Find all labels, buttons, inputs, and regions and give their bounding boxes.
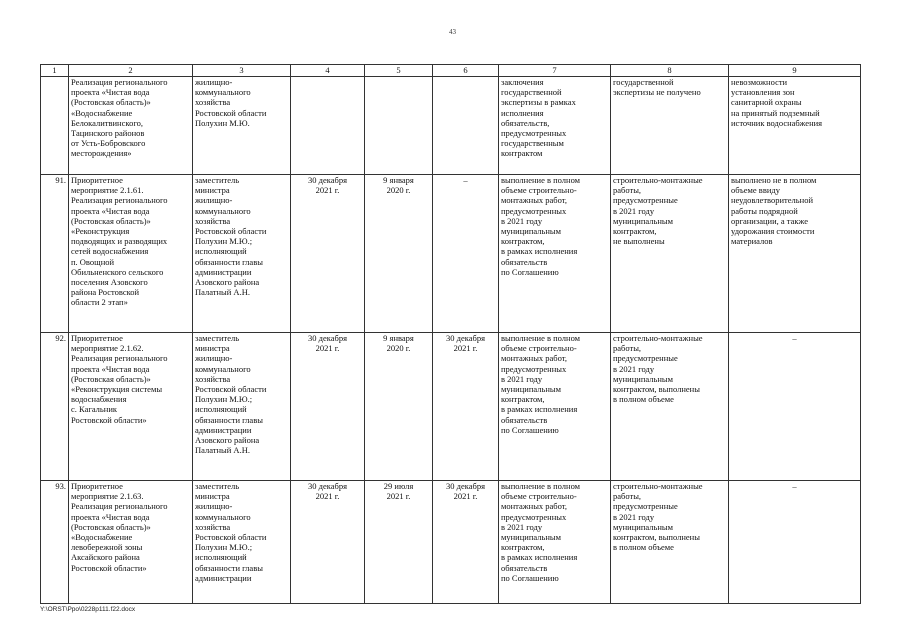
actual-result-cell: строительно-монтажные работы, предусмотренные в 2021 году муниципальным контрактом, выполнены в полном объеме: [611, 481, 729, 604]
start-date-cell: 9 января 2020 г.: [365, 175, 433, 333]
row-number: 92.: [41, 333, 69, 481]
end-date-cell: 30 декабря 2021 г.: [433, 333, 499, 481]
plan-date-cell: [291, 77, 365, 175]
row-number: [41, 77, 69, 175]
table-row: [41, 77, 861, 175]
problems-cell: невозможности установления зон санитарной охраны на принятый подземный источник водоснабжения: [729, 77, 861, 175]
start-date-cell: 9 января 2020 г.: [365, 333, 433, 481]
plan-date-cell: 30 декабря 2021 г.: [291, 481, 365, 604]
column-number: 3: [193, 65, 291, 77]
end-date-cell: –: [433, 175, 499, 333]
actual-result-cell: строительно-монтажные работы, предусмотренные в 2021 году муниципальным контрактом, выполнены в полном объеме: [611, 333, 729, 481]
responsible-cell: жилищно- коммунального хозяйства Ростовской области Полухин М.Ю.: [193, 77, 291, 175]
end-date-cell: 30 декабря 2021 г.: [433, 481, 499, 604]
problems-cell: выполнено не в полном объеме ввиду неудовлетворительной работы подрядной организации, а также удорожания стоимости материалов: [729, 175, 861, 333]
column-number-row: [41, 65, 861, 77]
column-number: 5: [365, 65, 433, 77]
responsible-cell: заместитель министра жилищно- коммунального хозяйства Ростовской области Полухин М.Ю.; исполняющий обязанности главы администрации Азовского района Палатный А.Н.: [193, 333, 291, 481]
actual-result-cell: строительно-монтажные работы, предусмотренные в 2021 году муниципальным контрактом, не выполнены: [611, 175, 729, 333]
planned-result-cell: заключения государственной экспертизы в рамках исполнения обязательств, предусмотренных государственным контрактом: [499, 77, 611, 175]
start-date-cell: 29 июля 2021 г.: [365, 481, 433, 604]
column-number: 9: [729, 65, 861, 77]
page-number: 43: [449, 28, 456, 36]
problems-cell: –: [729, 333, 861, 481]
responsible-cell: заместитель министра жилищно- коммунального хозяйства Ростовской области Полухин М.Ю.; исполняющий обязанности главы администрации Азовского района Палатный А.Н.: [193, 175, 291, 333]
end-date-cell: [433, 77, 499, 175]
table-row: [41, 333, 861, 481]
footer-file-path: Y:\ORST\Ppo\0228p111.f22.docx: [40, 606, 136, 613]
measure-cell: Приоритетное мероприятие 2.1.61. Реализация регионального проекта «Чистая вода (Ростовская область)» «Реконструкция подводящих и разводящих сетей водоснабжения п. Овощной Обильненского сельского поселения Азовского района Ростовской области 2 этап»: [69, 175, 193, 333]
column-number: 7: [499, 65, 611, 77]
column-number: 8: [611, 65, 729, 77]
planned-result-cell: выполнение в полном объеме строительно- монтажных работ, предусмотренных в 2021 году муниципальным контрактом, в рамках исполнения обязательств по Соглашению: [499, 175, 611, 333]
responsible-cell: заместитель министра жилищно- коммунального хозяйства Ростовской области Полухин М.Ю.; исполняющий обязанности главы администрации: [193, 481, 291, 604]
start-date-cell: [365, 77, 433, 175]
actual-result-cell: государственной экспертизы не получено: [611, 77, 729, 175]
measure-cell: Приоритетное мероприятие 2.1.62. Реализация регионального проекта «Чистая вода (Ростовская область)» «Реконструкция системы водоснабжения с. Кагальник Ростовской области»: [69, 333, 193, 481]
column-number: 2: [69, 65, 193, 77]
plan-date-cell: 30 декабря 2021 г.: [291, 333, 365, 481]
plan-date-cell: 30 декабря 2021 г.: [291, 175, 365, 333]
row-number: 91.: [41, 175, 69, 333]
planned-result-cell: выполнение в полном объеме строительно- монтажных работ, предусмотренных в 2021 году муниципальным контрактом, в рамках исполнения обязательств по Соглашению: [499, 481, 611, 604]
problems-cell: –: [729, 481, 861, 604]
measure-cell: Реализация регионального проекта «Чистая вода (Ростовская область)» «Водоснабжение Белокалитвинского, Тацинского районов от Усть-Бобровского месторождения»: [69, 77, 193, 175]
column-number: 1: [41, 65, 69, 77]
measure-cell: Приоритетное мероприятие 2.1.63. Реализация регионального проекта «Чистая вода (Ростовская область)» «Водоснабжение левобережной зоны Аксайского района Ростовской области»: [69, 481, 193, 604]
row-number: 93.: [41, 481, 69, 604]
report-table: [40, 64, 861, 604]
table-row: [41, 481, 861, 604]
column-number: 4: [291, 65, 365, 77]
planned-result-cell: выполнение в полном объеме строительно- монтажных работ, предусмотренных в 2021 году муниципальным контрактом, в рамках исполнения обязательств по Соглашению: [499, 333, 611, 481]
table-row: [41, 175, 861, 333]
column-number: 6: [433, 65, 499, 77]
